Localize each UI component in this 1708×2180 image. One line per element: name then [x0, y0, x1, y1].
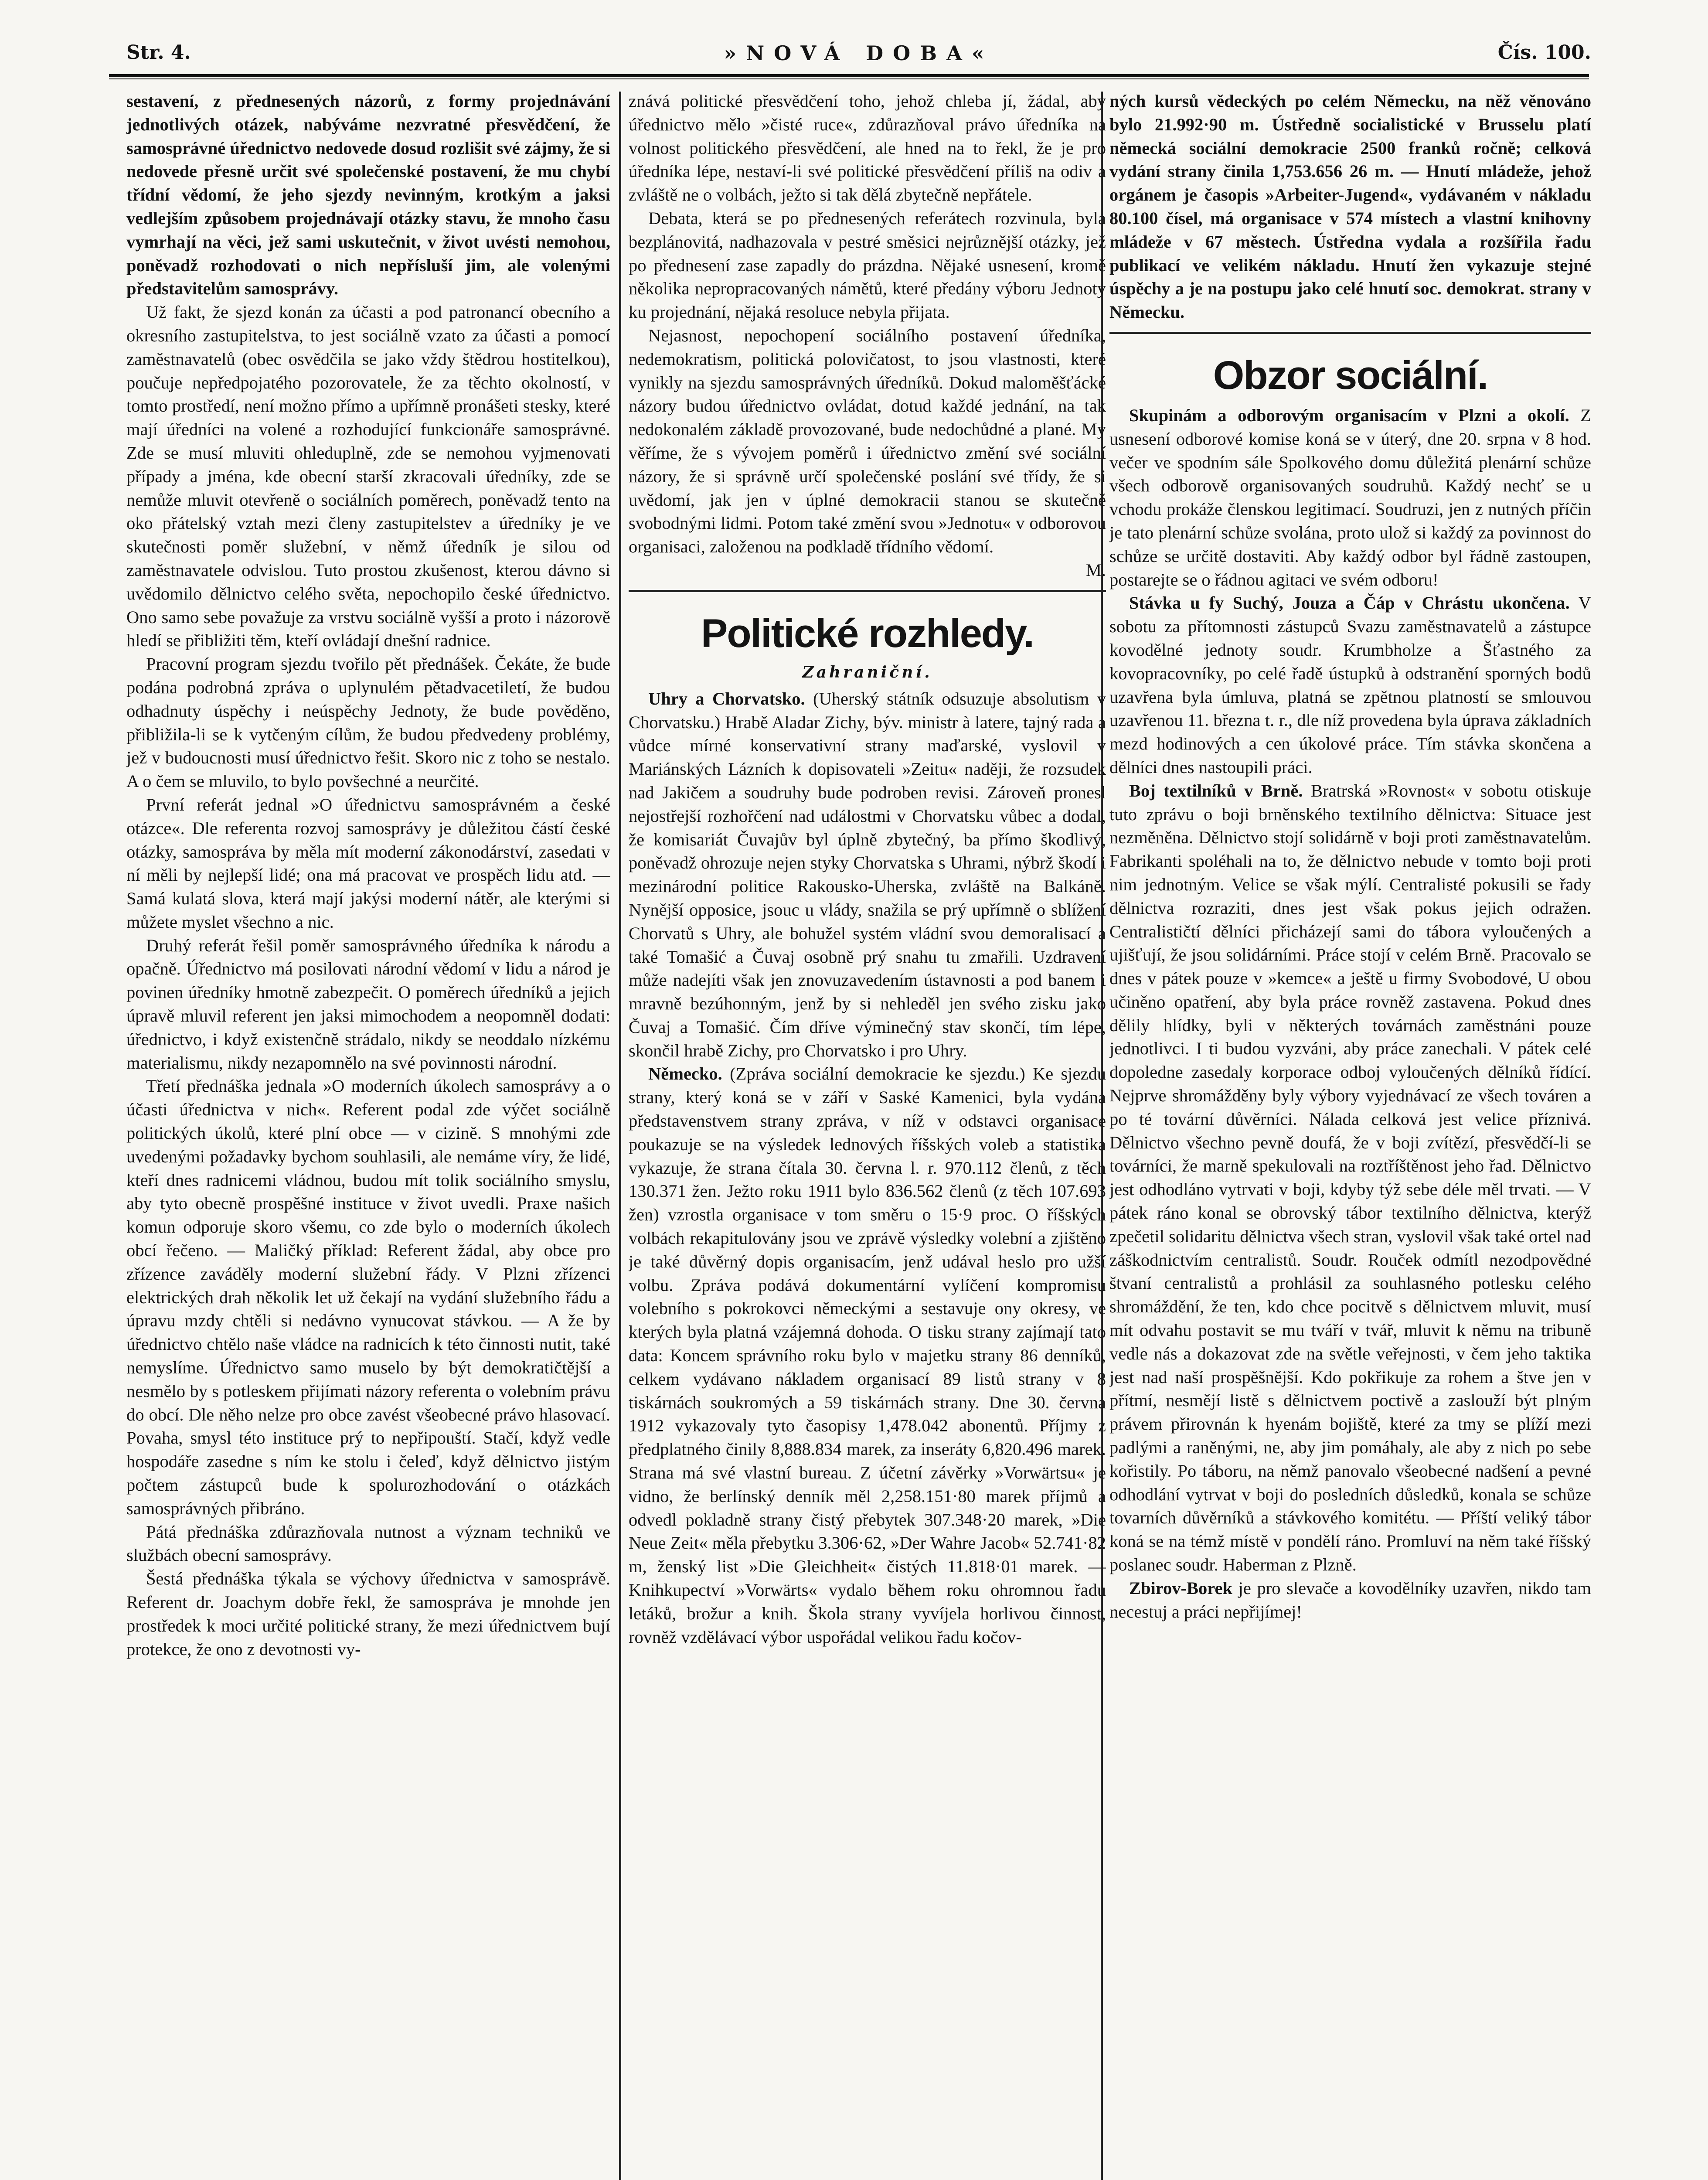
- article-paragraph: [1109, 404, 1591, 591]
- paragraph: Třetí přednáška jednala »O moderních úkolech samosprávy a o účasti úřednictva v nich«. Referent podal zde výčet sociálně politických úkolů, které plní obce — v cizině. S mnohými zde uvedenými požadavky bychom souhlasili, ale nemáme víry, že lidé, kteří dnes radnicemi vládnou, budou mít tolik sociálního smyslu, aby tyto obecně prospěšné instituce v život uvedli. Praxe našich komun odporuje skoro všemu, co zde bylo o moderních úkolech obcí řečeno. — Maličký příklad: Referent žádal, aby obce pro zřízence zaváděly moderní služební řády. V Plzni zřízenci elektrických drah několik let už čekají na vydání služebního řádu a úpravu mzdy chtěli si nedávno vynucovat stávkou. — A že by úřednictvo chtělo naše vládce na radnicích k této činnosti nutit, také nemyslíme. Úřednictvo samo muselo by být demokratičtější a nesmělo by s potleskem přijímati názory referenta o volebním právu do obcí. Dle něho nelze pro obce zavést všeobecné právo hlasovací. Povaha, smysl této instituce prý to nepřipouští. Stačí, když vedle hospodáře zasedne s ním ke stolu i čeleď, když dělnictvo jistým počtem zástupců bude k spolurozhodování o otázkách samosprávných přibráno.: [126, 1076, 610, 1518]
- paragraph: znává politické přesvědčení toho, jehož chleba jí, žádal, aby úřednictvo mělo »čisté ruce«, zdůrazňoval právo úředníka na volnost politického přesvědčení, ale hned na to řekl, že je pro úředníka lépe, nestaví-li své politické přesvědčení příliš na odiv a zvláště ne o volbách, ježto si tak dělá zbytečně nepřátele.: [629, 91, 1106, 205]
- author-signature: M.: [1085, 560, 1106, 580]
- paragraph: Pátá přednáška zdůrazňovala nutnost a význam techniků ve službách obecní samosprávy.: [126, 1522, 610, 1565]
- paragraph: Už fakt, že sjezd konán za účasti a pod patronancí obecního a okresního zastupitelstva, to jest sociálně vzato za účasti a pomocí zaměstnavatelů (obec osvědčila se jako vždy štědrou hostitelkou), poučuje nepředpojatého pozorovatele, že za těchto okolností, v tomto prostředí, není možno přímo a upřímně pronášeti stesky, které mají úředníci na volené a rozhodující funkcionáře samosprávné. Zde se musí mluviti ohleduplně, zde se nemohou vyjmenovati případy a jména, kde obecní starší zkracovali úředníky, zde se nemůže mluvit otevřeně o sociálních poměrech, poněvadž tento na oko přátelský vztah mezi členy zastupitelstev a úředníky je ve skutečnosti poměr služební, v němž úředník je silou od zaměstnavatele odvislou. Tuto prostou zkušenost, kterou dávno si uvědomilo dělnictvo celého světa, nepochopilo české úřednictvo. Ono samo sebe považuje za vrstvu sociálně vyšší a proto i názorově hledí se přibližiti těm, kteří ovládají dnešní radnice.: [126, 302, 610, 651]
- page-header: [126, 41, 1591, 72]
- section-title: Obzor sociální.: [1213, 353, 1488, 398]
- article-body: (Zpráva sociální demokracie ke sjezdu.) Ke sjezdu strany, který koná se v září v Saské Kamenici, byla vydána představenstvem strany zpráva, v níž v odstavci organisace poukazuje se na výsledek lednových říšských voleb a statistika vykazuje, že strana čítala 30. června l. r. 970.112 členů, z těch 130.371 žen. Ježto roku 1911 bylo 836.562 členů (z těch 107.693 žen) vzrostla organisace v tom směru o 15·9 proc. O říšských volbách rekapitulovány jsou ve zprávě výsledky volební a zjištěno je také důvěrný dopis organisacím, jenž udával heslo pro užší volbu. Zpráva podává dokumentární vylíčení kompromisu volebního s pokrokovci německými a sestavuje ony okresy, ve kterých byla platná vzájemná dohoda. O tisku strany zajímají tato data: Koncem správního roku bylo v majetku strany 86 denníků, celkem vydávano nákladem organisací 89 listů strany v 8 tiskárnách soukromých a 59 tiskárnách strany. Dne 30. června 1912 vykazovaly tyto časopisy 1,478.042 abonentů. Příjmy z předplatného činily 8,888.834 marek, za inseráty 6,820.496 marek. Strana má své vlastní bureau. Z účetní závěrky »Vorwärtsu« je vidno, že berlínský denník měl 2,258.151·80 marek příjmů a odvedl pokladně strany čistý přebytek 307.348·20 marek, »Die Neue Zeit« měla přebytku 3.306·62, »Der Wahre Jacob« 52.741·82 m, ženský list »Die Gleichheit« čistých 11.818·01 marek. — Knihkupectví »Vorwärts« vydalo během roku ohromnou řadu letáků, brožur a knih. Škola strany vyvíjela horlivou činnost, rovněž vzdělávací výbor uspořádal velikou řadu kočov-: [629, 1064, 1106, 1647]
- column-3: [1109, 89, 1591, 2180]
- header-rule-thin: [109, 78, 1589, 79]
- article-paragraph: [1109, 591, 1591, 779]
- section-divider: [629, 590, 1106, 592]
- section-title: Politické rozhledy.: [701, 611, 1034, 656]
- article-paragraph: [629, 687, 1106, 1063]
- article-body: (Uherský státník odsuzuje absolutism v Chorvatsku.) Hrabě Aladar Zichy, býv. ministr à latere, tajný rada a vůdce mírné konservativní strany maďarské, vyslovil v Mariánských Lázních k dopisovateli »Zeitu« naději, že rozsudek nad Jakičem a soudruhy bude podroben revisi. Zároveň pronesl nejostřejší rozhořčení nad událostmi v Chorvatsku vůbec a dodal, že komisariát Čuvajův byl úplně zbytečný, ba přímo škodlivý, poněvadž ohrozuje nejen styky Chorvatska s Uhrami, nýbrž škodí i mezinárodní politice Rakousko-Uherska, zvláště na Balkáně. Nynější opposice, jsouc u vlády, snažila se prý upřímně o sblížení Chorvatů s Uhry, ale bohužel systém vládní svou demoralisací a také Tomašić a Čuvaj osobně prý snahu tu zmařili. Uzdravení může nadejíti však jen znovuzavedením ústavnosti a pod banem i mravně bezúhonným, jenž by si nehleděl jen svého zisku jako Čuvaj a Tomašić. Čím dříve výminečný stav skončí, tím lépe, skončil hrabě Zichy, pro Chorvatsko i pro Uhry.: [629, 688, 1106, 1060]
- paragraph: Nejasnost, nepochopení sociálního postavení úředníka, nedemokratism, politická polovičatost, to jsou vlastnosti, které vynikly na sjezdu samosprávných úředníků. Dokud maloměšťácké názory budou úřednictvo ovládat, dotud každé jednání, na tak nedokonalém základě provozované, bude nedochůdné a plané. My věříme, že s vývojem poměrů i úřednictvo změní své sociální názory, že si správně určí společenské poslání své třídy, že si uvědomí, jak jen v úplné demokracii stanou se skutečně svobodnými lidmi. Potom také změní svou »Jednotu« v odborovou organisaci, založenou na podkladě třídního vědomí.: [629, 325, 1106, 557]
- paragraph: Pracovní program sjezdu tvořilo pět přednášek. Čekáte, že bude podána podrobná zpráva o uplynulém pětadvacetiletí, že budou odhadnuty úspěchy i neúspěchy Jednoty, že bude pověděno, přibližila-li se k vytčeným cílům, že budou předvedeny problémy, jež v budoucnosti musí úřednictvo řešit. Skoro nic z toho se nestalo. A o čem se mluvilo, to bylo povšechné a neurčité.: [126, 654, 610, 791]
- page-number: Str. 4.: [126, 41, 191, 64]
- article-paragraph: [1109, 1577, 1591, 1624]
- article-lead: Německo.: [648, 1064, 722, 1084]
- article-lead: Stávka u fy Suchý, Jouza a Čáp v Chrástu ukončena.: [1129, 593, 1570, 613]
- paragraph: ných kursů vědeckých po celém Německu, na něž věnováno bylo 21.992·90 m. Ústředně socialistické v Brusselu platí německá sociální demokracie 2500 franků ročně; celková vydání strany činila 1,753.656 26 m. — Hnutí mládeže, jehož orgánem je časopis »Arbeiter-Jugend«, vydávaném v nákladu 80.100 čísel, má organisace v 574 místech a vlastní knihovny mládeže v 67 městech. Ústředna vydala a rozšířila řadu publikací ve velikém nákladu. Hnutí žen vykazuje stejné úspěchy a je na postupu jako celé hnutí soc. demokrat. strany v Německu.: [1109, 91, 1591, 322]
- article-paragraph: [1109, 779, 1591, 1577]
- paragraph: Debata, která se po přednesených referátech rozvinula, byla bezplánovitá, nadhazovala v pestré směsici nejrůznější otázky, jež po přednesení zase zapadly do prázdna. Nějaké usnesení, kromě několika nepropracovaných námětů, které předány výboru Jednoty ku projednání, nějaká resoluce nebyla přijata.: [629, 208, 1106, 322]
- paragraph: sestavení, z přednesených názorů, z formy projednávání jednotlivých otázek, nabýváme nezvratné přesvědčení, že samosprávné úřednictvo nedovede dosud rozlišit své zájmy, že si nedovede přesně určit své společenské postavení, že mu chybí třídní vědomí, že jeho sjezdy nevinným, krotkým a jaksi vedlejším způsobem projednávají otázky stavu, že mnoho času vymrhají na věci, jež sami uskutečnit, v život uvésti nemohou, poněvadž rozhodovati o nich nepřísluší jim, ale volenými představitelům samosprávy.: [126, 91, 610, 299]
- column-2: [629, 89, 1106, 2180]
- article-paragraph: [629, 1062, 1106, 1649]
- header-rule: [109, 74, 1589, 77]
- column-divider-1: [619, 92, 621, 2180]
- section-divider: [1109, 332, 1591, 334]
- section-subtitle: Zahraniční.: [802, 663, 932, 681]
- article-lead: Boj textilníků v Brně.: [1129, 780, 1303, 800]
- masthead: »NOVÁ DOBA«: [724, 41, 994, 65]
- paragraph: Druhý referát řešil poměr samosprávného úředníka k národu a opačně. Úřednictvo má posilovati národní vědomí v lidu a národ je povinen úředníky hmotně zabezpečit. O poměrech úředníků a jejich úpravě mluvil referent jen jaksi mimochodem a neopomněl dodati: úřednictvo, i když existenčně strádalo, nikdy se neoddalo nízkému materialismu, nikdy nezapomnělo na své povinnosti národní.: [126, 935, 610, 1073]
- article-lead: Zbirov-Borek: [1129, 1578, 1233, 1598]
- article-body: Bratrská »Rovnost« v sobotu otiskuje tuto zprávu o boji brněnského textilního dělnictva: Situace jest nezměněna. Dělnictvo stojí solidárně v boji proti zaměstnavatelům. Fabrikanti spoléhali na to, že dělnictvo nebude v tomto boji proti nim jednotným. Velice se však mýlí. Centralisté pokusili se řady dělnictva rozraziti, dnes jest však pokus jejich odražen. Centralističtí dělníci přicházejí sami do tábora vyloučených a ujišťují, že jsou solidárními. Práce stojí v celém Brně. Pracovalo se dnes v pátek pouze v »kemce« a ještě u firmy Svobodové, U obou učiněno opatření, aby byla práce rovněž zastavena. Pokud dnes dělily hlídky, byli v některých továrnách zaměstnáni pouze jednotlivci. I ti budou vyzváni, aby práce zanechali. V pátek celé dopoledne zasedaly korporace odboj vyloučených dělníků řídící. Nejprve shromážděny byly výbory vyjednávací ze všech továren a po té tovární důvěrníci. Nálada celková jest velice příznivá. Dělnictvo všechno pevně doufá, že v boji zvítězí, přesvědčí-li se továrníci, že marně spekulovali na roztříštěnost jeho řad. Dělnictvo jest odhodláno vytrvati v boji, kdyby týž sebe déle měl trvati. — V pátek ráno konal se obrovský tábor textilního dělnictva, kterýž zpečetil solidaritu dělnictva všech stran, vyslovil však také ortel nad záškodnictvím centralistů. Soudr. Rouček odmítl nezodpovědné štvaní centralistů a prohlásil za souhlasného potlesku celého shromáždění, že ten, kdo chce pocitvě s dělnictvem mluvit, musí mít odvahu postavit se mu tváří v tvář, mluvit k němu na tribuně vedle nás a dokazovat zde na světle veřejnosti, v čem jeho taktika jest nad naší prospěšnější. Kdo pokřikuje za rohem a štve jen v přítmí, nesmějí listě s dělnictvem poctivě a zaslouží být plným právem přirovnán k hyenám bojiště, které za tmy se plíží mezi padlými a raněnými, ne, aby jim pomáhaly, ale aby z nich po sebe kořistily. Po táboru, na němž panovalo všeobecné nadšení a pevné odhodlání vytrvat v boji do posledních důsledků, konala se schůze tovarních důvěrníků a stávkového komitétu. — Příští veliký tábor koná se na témž místě v pondělí ráno. Promluví na něm také říšský poslanec soudr. Haberman z Plzně.: [1109, 780, 1591, 1575]
- article-lead: Uhry a Chorvatsko.: [648, 688, 805, 708]
- article-lead: Skupinám a odborovým organisacím v Plzni a okolí.: [1129, 405, 1569, 425]
- paragraph: Šestá přednáška týkala se výchovy úřednictva v samosprávě. Referent dr. Joachym dobře řekl, že samospráva je mnohde jen prostředek k moci určité politické strany, že mezi úřednictvem bují protekce, že ono z devotnosti vy-: [126, 1569, 610, 1659]
- article-body: V sobotu za přítomnosti zástupců Svazu zaměstnavatelů a zástupce kovodělné jednoty soudr. Krumbholze a Šťastného za kovopracovníky, po celé řadě ústupků à odstranění sporných bodů uzavřena byla úmluva, platná se zpětnou platností se smlouvou uzavřenou 11. března t. r., dle níž provedena byla úprava základních mezd hodinových a cen úkolové práce. Tím stávka skončena a dělníci dnes nastoupili práci.: [1109, 593, 1591, 777]
- issue-number: Čís. 100.: [1497, 41, 1591, 64]
- article-body: je pro slevače a kovodělníky uzavřen, nikdo tam necestuj a práci nepřijímej!: [1109, 1578, 1591, 1621]
- article-body: Z usnesení odborové komise koná se v úterý, dne 20. srpna v 8 hod. večer ve spodním sále Spolkového domu důležitá plenární schůze všech odborově organisovaných soudruhů. Každý nechť se u vchodu prokáže členskou legitimací. Soudruzi, jen z nutných příčin je tato plenární schůze svolána, proto ulož si každý za povinnost do schůze se určitě dostaviti. Aby každý odbor byl řádně zastoupen, postarejte se o řádnou agitaci ve svém odboru!: [1109, 405, 1591, 589]
- paragraph: První referát jednal »O úřednictvu samosprávném a české otázce«. Dle referenta rozvoj samosprávy je důležitou částí české otázky, samospráva by měla mít moderní zákonodárství, zasedati v ní měli by nejlepší lidé; ona má pracovat ve prospěch lidu atd. — Samá kulatá slova, která mají jakýsi moderní nátěr, ale kterými si můžete myslet všechno a nic.: [126, 794, 610, 932]
- column-1: [126, 89, 610, 2180]
